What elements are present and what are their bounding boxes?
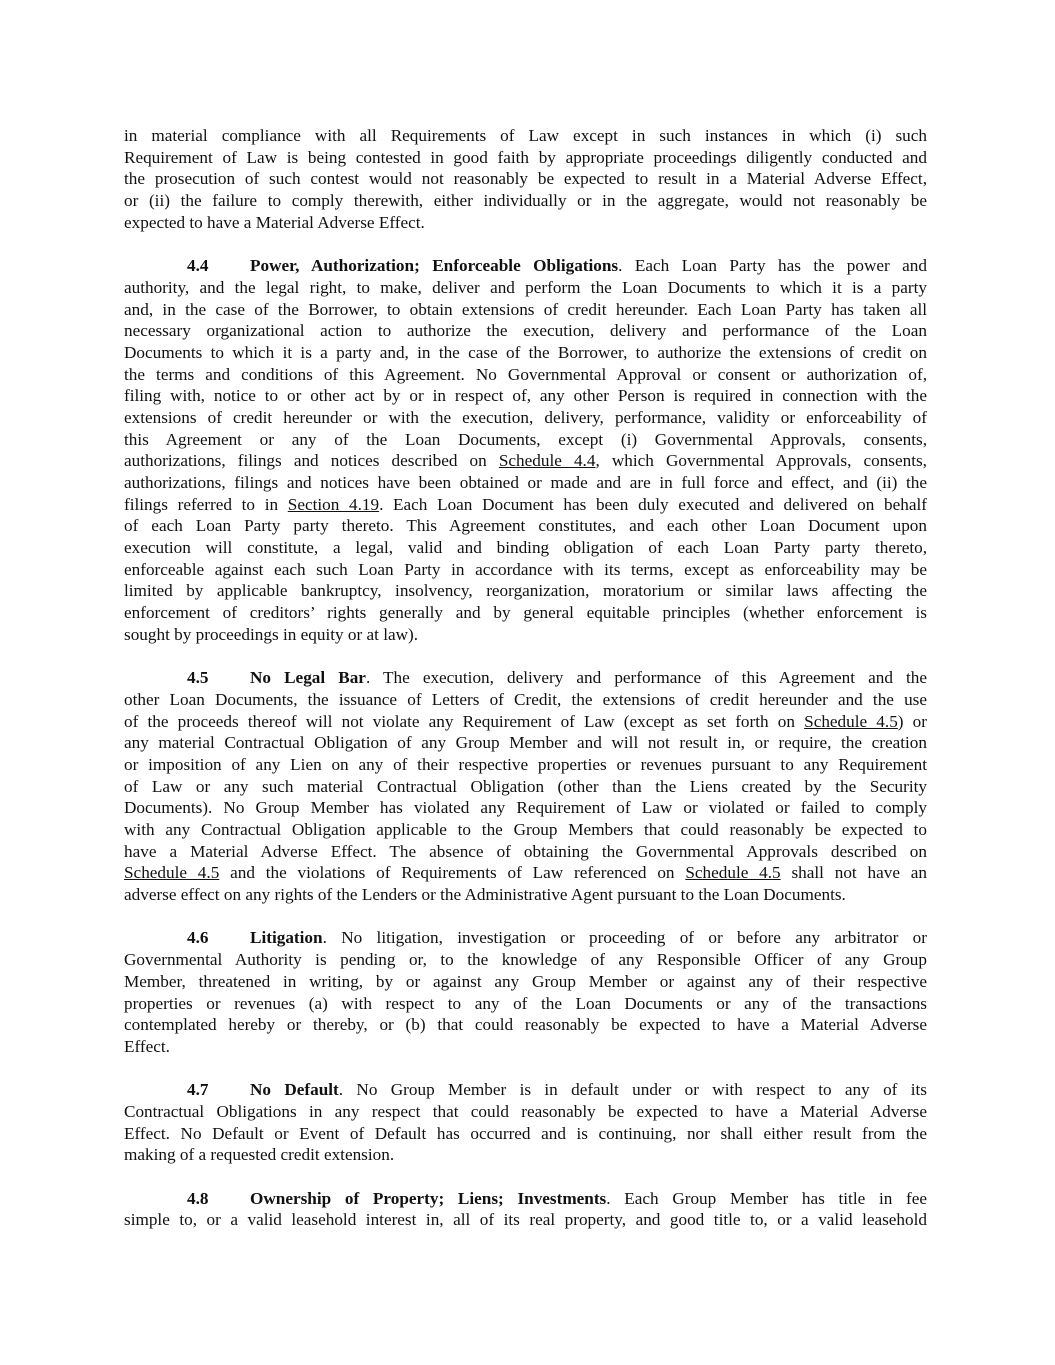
text-segment: authorizations, filings and notices described on xyxy=(124,451,499,471)
text-line xyxy=(124,732,927,754)
text-segment: Documents). No Group Member has violated any Requirement of Law or violated or failed to comply xyxy=(124,798,927,818)
text-segment: . Each Group Member has title in fee xyxy=(606,1188,928,1208)
section-4-4 xyxy=(124,255,927,645)
section-title: No Legal Bar xyxy=(250,668,366,688)
text-segment: Effect. xyxy=(124,1036,170,1056)
document-page xyxy=(124,125,927,1253)
text-line xyxy=(124,624,927,646)
text-line xyxy=(124,754,927,776)
text-line xyxy=(124,711,927,733)
cross-reference-link[interactable]: Schedule 4.4 xyxy=(498,451,596,471)
text-segment: the terms and conditions of this Agreement. No Governmental Approval or consent or authorization of, xyxy=(124,364,927,384)
section-title: Ownership of Property; Liens; Investments xyxy=(250,1188,607,1208)
text-segment: with any Contractual Obligation applicable to the Group Members that could reasonably be expected to xyxy=(124,820,927,839)
text-segment: . Each Loan Party has the power and xyxy=(618,256,927,276)
section-number: 4.4 xyxy=(187,256,209,276)
text-line xyxy=(124,667,927,689)
section-number: 4.6 xyxy=(187,928,209,948)
text-segment: other Loan Documents, the issuance of Letters of Credit, the extensions of credit hereunder and the use xyxy=(124,689,927,709)
text-segment: extensions of credit hereunder or with the execution, delivery, performance, validity or enforceability of xyxy=(124,407,927,427)
text-line xyxy=(124,971,927,993)
text-line xyxy=(124,797,927,819)
text-line xyxy=(124,255,927,277)
text-line xyxy=(124,190,927,212)
text-line xyxy=(124,927,927,949)
text-segment: enforcement of creditors’ rights generally and by general equitable principles (whether enforcement is xyxy=(124,603,927,623)
text-line xyxy=(124,841,927,863)
cross-reference-link[interactable]: Section 4.19 xyxy=(287,494,380,514)
text-line xyxy=(124,364,927,386)
text-segment: Requirement of Law is being contested in good faith by appropriate proceedings diligently conducted and xyxy=(124,147,927,167)
text-line xyxy=(124,277,927,299)
text-line xyxy=(124,429,927,451)
text-line xyxy=(124,385,927,407)
text-segment: and the violations of Requirements of Law referenced on xyxy=(219,863,686,883)
text-segment: the prosecution of such contest would not reasonably be expected to result in a Material Adverse Effect, xyxy=(124,169,927,189)
text-segment: making of a requested credit extension. xyxy=(124,1145,395,1165)
text-line xyxy=(124,125,927,147)
text-line xyxy=(124,993,927,1015)
text-segment: of the proceeds thereof will not violate any Requirement of Law (except as set forth on xyxy=(124,711,805,731)
text-line xyxy=(124,515,927,537)
text-line xyxy=(124,1144,927,1166)
text-segment: adverse effect on any rights of the Lenders or the Administrative Agent pursuant to the Loan Documents. xyxy=(124,885,846,905)
text-segment: Contractual Obligations in any respect that could reasonably be expected to have a Material Adverse xyxy=(124,1101,927,1121)
cross-reference-link[interactable]: Schedule 4.5 xyxy=(124,863,220,883)
section-4-6 xyxy=(124,927,927,1057)
text-line xyxy=(124,689,927,711)
text-line xyxy=(124,1123,927,1145)
text-segment: limited by applicable bankruptcy, insolvency, reorganization, moratorium or similar laws affecting the xyxy=(124,581,927,601)
text-line xyxy=(124,494,927,516)
text-line xyxy=(124,450,927,472)
text-segment: necessary organizational action to authorize the execution, delivery and performance of the Loan xyxy=(124,321,927,341)
text-line xyxy=(124,472,927,494)
text-line xyxy=(124,1036,927,1058)
text-line xyxy=(124,1079,927,1101)
section-4-8 xyxy=(124,1188,927,1231)
text-line xyxy=(124,776,927,798)
text-line xyxy=(124,212,927,234)
text-line xyxy=(124,862,927,884)
text-line xyxy=(124,1014,927,1036)
text-line xyxy=(124,407,927,429)
text-segment: simple to, or a valid leasehold interest in, all of its real property, and good title to, or a valid leasehold xyxy=(124,1210,927,1230)
text-line xyxy=(124,1101,927,1123)
section-title: No Default xyxy=(250,1080,339,1100)
text-segment: Governmental Authority is pending or, to the knowledge of any Responsible Officer of any Group xyxy=(124,950,927,970)
text-segment: filings referred to in xyxy=(124,494,288,514)
text-segment: of Law or any such material Contractual Obligation (other than the Liens created by the Security xyxy=(124,776,927,796)
text-segment: of each Loan Party party thereto. This Agreement constitutes, and each other Loan Document upon xyxy=(124,516,927,536)
section-number: 4.5 xyxy=(187,668,209,688)
section-number: 4.7 xyxy=(187,1080,209,1100)
text-segment: contemplated hereby or thereby, or (b) that could reasonably be expected to have a Material Adverse xyxy=(124,1015,927,1035)
text-segment: filing with, notice to or other act by or in respect of, any other Person is required in connection with the xyxy=(124,386,927,406)
text-line xyxy=(124,580,927,602)
text-segment: authorizations, filings and notices have been obtained or made and are in full force and effect, and (ii) the xyxy=(124,473,927,492)
section-number: 4.8 xyxy=(187,1188,209,1208)
text-segment: in material compliance with all Requirements of Law except in such instances in which (i) such xyxy=(124,126,927,145)
cross-reference-link[interactable]: Schedule 4.5 xyxy=(685,863,781,883)
text-segment: or imposition of any Lien on any of their respective properties or revenues pursuant to any Requirement xyxy=(124,754,927,774)
text-line xyxy=(124,299,927,321)
text-line xyxy=(124,884,927,906)
section-4-5 xyxy=(124,667,927,906)
section-4-7 xyxy=(124,1079,927,1166)
text-segment: . Each Loan Document has been duly executed and delivered on behalf xyxy=(379,494,927,514)
text-segment: have a Material Adverse Effect. The absence of obtaining the Governmental Approvals described on xyxy=(124,841,927,861)
text-segment: or (ii) the failure to comply therewith, either individually or in the aggregate, would not reasonably be xyxy=(124,191,927,211)
text-line xyxy=(124,1188,927,1210)
text-line xyxy=(124,559,927,581)
text-line xyxy=(124,320,927,342)
section-title: Power, Authorization; Enforceable Obligations xyxy=(250,256,619,276)
text-line xyxy=(124,147,927,169)
text-segment: execution will constitute, a legal, valid and binding obligation of each Loan Party party thereto, xyxy=(124,538,927,558)
section-title: Litigation xyxy=(250,928,323,948)
text-segment: , which Governmental Approvals, consents, xyxy=(595,451,927,471)
text-line xyxy=(124,342,927,364)
text-segment: shall not have an xyxy=(780,863,927,883)
text-segment: and, in the case of the Borrower, to obtain extensions of credit hereunder. Each Loan Party has taken all xyxy=(124,299,927,319)
text-line xyxy=(124,168,927,190)
text-line xyxy=(124,602,927,624)
text-segment: any material Contractual Obligation of any Group Member and will not result in, or require, the creation xyxy=(124,733,927,753)
text-segment: properties or revenues (a) with respect to any of the Loan Documents or any of the transactions xyxy=(124,993,927,1013)
text-line xyxy=(124,1209,927,1231)
text-segment: Member, threatened in writing, by or against any Group Member or against any of their respective xyxy=(124,971,927,991)
text-segment: enforceable against each such Loan Party in accordance with its terms, except as enforceability may be xyxy=(124,559,927,579)
cross-reference-link[interactable]: Schedule 4.5 xyxy=(804,711,898,731)
paragraph xyxy=(124,125,927,233)
text-line xyxy=(124,949,927,971)
text-segment: this Agreement or any of the Loan Documents, except (i) Governmental Approvals, consents, xyxy=(124,429,927,449)
text-segment: ) or xyxy=(897,711,927,731)
text-segment: authority, and the legal right, to make, deliver and perform the Loan Documents to which it is a party xyxy=(124,277,927,297)
text-segment: Effect. No Default or Event of Default has occurred and is continuing, nor shall either result from the xyxy=(124,1123,927,1143)
text-line xyxy=(124,537,927,559)
text-segment: sought by proceedings in equity or at law). xyxy=(124,624,419,644)
text-segment: Documents to which it is a party and, in the case of the Borrower, to authorize the extensions of credit on xyxy=(124,342,927,362)
text-segment: . No Group Member is in default under or with respect to any of its xyxy=(338,1080,927,1100)
text-segment: . The execution, delivery and performance of this Agreement and the xyxy=(365,668,927,688)
text-line xyxy=(124,819,927,841)
text-segment: . No litigation, investigation or proceeding of or before any arbitrator or xyxy=(322,928,927,948)
text-segment: expected to have a Material Adverse Effect. xyxy=(124,212,425,232)
